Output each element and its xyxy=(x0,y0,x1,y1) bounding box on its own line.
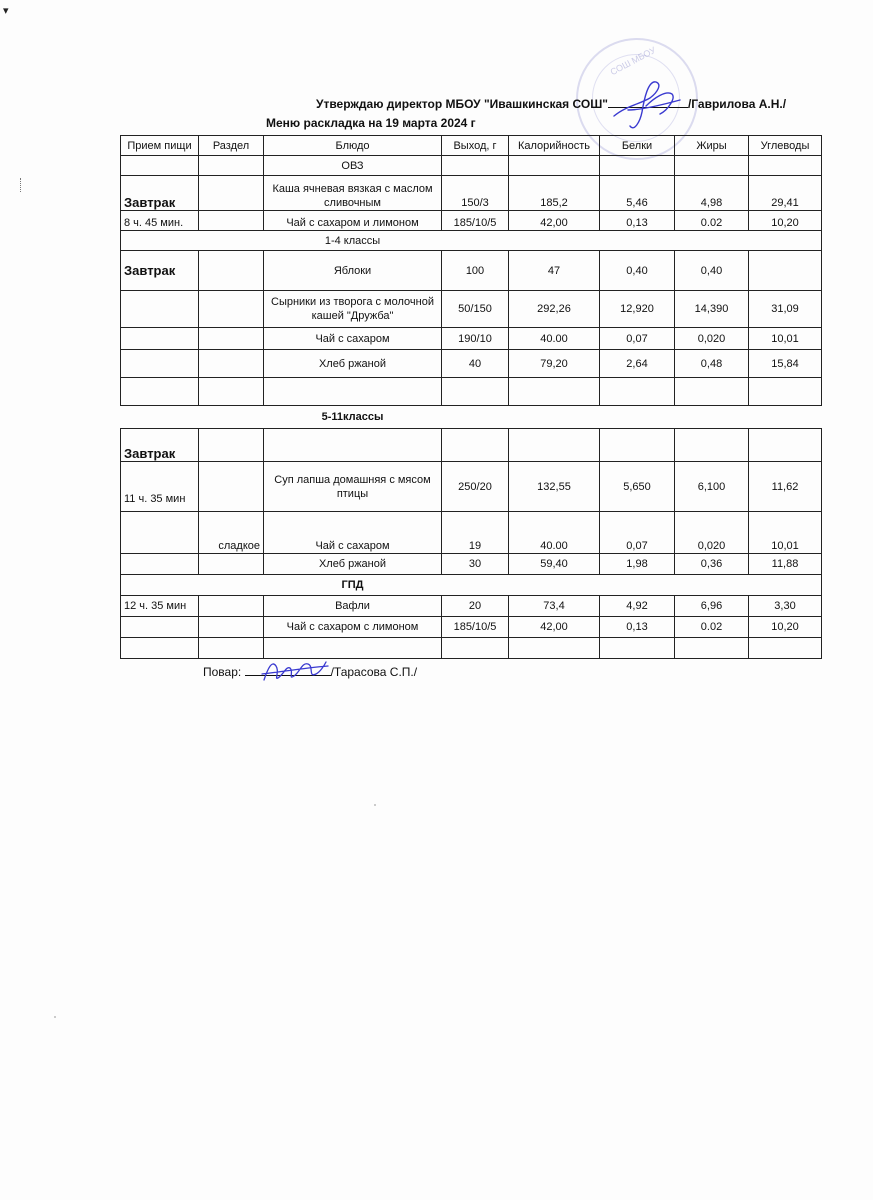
yield-cell: 100 xyxy=(442,251,509,291)
meal-time: 11 ч. 35 мин xyxy=(121,462,199,512)
dish-name: Хлеб ржаной xyxy=(264,350,442,378)
section-cell: сладкое xyxy=(199,512,264,554)
dish-name: Чай с сахаром и лимоном xyxy=(264,211,442,231)
band-row xyxy=(121,231,822,251)
calories-cell: 40.00 xyxy=(509,512,600,554)
table-row xyxy=(121,462,822,512)
director-name: /Гаврилова А.Н./ xyxy=(687,97,787,111)
yield-cell: 190/10 xyxy=(442,328,509,350)
dish-name: Вафли xyxy=(264,596,442,617)
table-row-empty xyxy=(121,378,822,406)
column-header: Блюдо xyxy=(264,136,442,156)
band-row xyxy=(121,406,822,429)
calories-cell: 47 xyxy=(509,251,600,291)
fat-cell: 0,40 xyxy=(675,251,749,291)
fat-cell: 6,96 xyxy=(675,596,749,617)
fat-cell: 4,98 xyxy=(675,176,749,211)
carbs-cell: 3,30 xyxy=(749,596,822,617)
fat-cell: 0.02 xyxy=(675,211,749,231)
yield-cell: 20 xyxy=(442,596,509,617)
section-label-grades-5-11: 5-11классы xyxy=(264,406,442,429)
fat-cell: 6,100 xyxy=(675,462,749,512)
calories-cell: 79,20 xyxy=(509,350,600,378)
calories-cell: 132,55 xyxy=(509,462,600,512)
fat-cell: 0,36 xyxy=(675,554,749,575)
protein-cell: 5,650 xyxy=(600,462,675,512)
carbs-cell: 15,84 xyxy=(749,350,822,378)
table-row xyxy=(121,554,822,575)
table-row xyxy=(121,596,822,617)
table-row xyxy=(121,350,822,378)
scan-speck xyxy=(374,804,376,806)
menu-table xyxy=(120,135,822,659)
scan-speck xyxy=(54,1016,56,1018)
band-row xyxy=(121,575,822,596)
carbs-cell: 31,09 xyxy=(749,291,822,328)
calories-cell: 40.00 xyxy=(509,328,600,350)
column-header: Выход, г xyxy=(442,136,509,156)
protein-cell: 2,64 xyxy=(600,350,675,378)
table-row-empty xyxy=(121,638,822,659)
dish-name: Суп лапша домашняя с мясом птицы xyxy=(264,462,442,512)
section-label-gpd: ГПД xyxy=(264,575,442,596)
scan-corner-mark: ▾ xyxy=(3,5,9,17)
fat-cell: 0,020 xyxy=(675,328,749,350)
yield-cell: 40 xyxy=(442,350,509,378)
calories-cell: 73,4 xyxy=(509,596,600,617)
protein-cell: 0,07 xyxy=(600,328,675,350)
dish-name: Яблоки xyxy=(264,251,442,291)
carbs-cell: 11,88 xyxy=(749,554,822,575)
yield-cell: 150/3 xyxy=(442,176,509,211)
column-header: Раздел xyxy=(199,136,264,156)
yield-cell: 30 xyxy=(442,554,509,575)
cook-name: /Тарасова С.П./ xyxy=(330,665,418,679)
column-header: Калорийность xyxy=(509,136,600,156)
fat-cell: 0,48 xyxy=(675,350,749,378)
calories-cell: 42,00 xyxy=(509,617,600,638)
calories-cell: 292,26 xyxy=(509,291,600,328)
carbs-cell: 10,20 xyxy=(749,617,822,638)
column-header: Белки xyxy=(600,136,675,156)
menu-title: Меню раскладка на 19 марта 2024 г xyxy=(266,116,476,130)
calories-cell: 42,00 xyxy=(509,211,600,231)
protein-cell: 0,13 xyxy=(600,211,675,231)
table-row xyxy=(121,328,822,350)
meal-name: Завтрак xyxy=(121,251,199,291)
protein-cell: 0,13 xyxy=(600,617,675,638)
protein-cell: 4,92 xyxy=(600,596,675,617)
director-signature xyxy=(606,76,684,136)
carbs-cell: 10,20 xyxy=(749,211,822,231)
calories-cell: 59,40 xyxy=(509,554,600,575)
meal-time: 8 ч. 45 мин. xyxy=(121,211,199,231)
dish-name: Сырники из творога с молочной кашей "Дружба" xyxy=(264,291,442,328)
protein-cell: 5,46 xyxy=(600,176,675,211)
yield-cell: 19 xyxy=(442,512,509,554)
protein-cell: 0,40 xyxy=(600,251,675,291)
table-row xyxy=(121,176,822,211)
scan-edge-dots xyxy=(20,178,24,192)
dish-name: Каша ячневая вязкая с маслом сливочным xyxy=(264,176,442,211)
table-row xyxy=(121,291,822,328)
table-row xyxy=(121,429,822,462)
carbs-cell xyxy=(749,251,822,291)
section-label-grades-1-4: 1-4 классы xyxy=(264,231,442,251)
yield-cell: 250/20 xyxy=(442,462,509,512)
calories-cell: 185,2 xyxy=(509,176,600,211)
official-stamp: СОШ МБОУ xyxy=(576,38,698,160)
table-row xyxy=(121,512,822,554)
table-header-row xyxy=(121,136,822,156)
carbs-cell: 10,01 xyxy=(749,328,822,350)
approval-text: Утверждаю директор МБОУ "Ивашкинская СОШ" xyxy=(316,97,608,111)
protein-cell: 12,920 xyxy=(600,291,675,328)
table-row xyxy=(121,251,822,291)
carbs-cell: 10,01 xyxy=(749,512,822,554)
dish-name: Чай с сахаром xyxy=(264,328,442,350)
fat-cell: 0.02 xyxy=(675,617,749,638)
section-cell xyxy=(199,554,264,575)
dish-name: Чай с сахаром с лимоном xyxy=(264,617,442,638)
meal-name: Завтрак xyxy=(121,429,199,462)
carbs-cell: 29,41 xyxy=(749,176,822,211)
column-header: Жиры xyxy=(675,136,749,156)
dish-name: Чай с сахаром xyxy=(264,512,442,554)
section-label-ovz: ОВЗ xyxy=(264,156,442,176)
meal-name: Завтрак xyxy=(121,176,199,211)
carbs-cell: 11,62 xyxy=(749,462,822,512)
fat-cell: 0,020 xyxy=(675,512,749,554)
protein-cell: 0,07 xyxy=(600,512,675,554)
approval-line xyxy=(316,97,786,111)
section-cell xyxy=(199,462,264,512)
column-header: Углеводы xyxy=(749,136,822,156)
dish-name: Хлеб ржаной xyxy=(264,554,442,575)
column-header: Прием пищи xyxy=(121,136,199,156)
meal-time: 12 ч. 35 мин xyxy=(121,596,199,617)
fat-cell: 14,390 xyxy=(675,291,749,328)
cook-signature xyxy=(258,654,330,688)
yield-cell: 50/150 xyxy=(442,291,509,328)
yield-cell: 185/10/5 xyxy=(442,617,509,638)
table-row xyxy=(121,617,822,638)
table-row xyxy=(121,156,822,176)
cook-label: Повар: xyxy=(203,665,242,679)
yield-cell: 185/10/5 xyxy=(442,211,509,231)
protein-cell: 1,98 xyxy=(600,554,675,575)
table-row xyxy=(121,211,822,231)
